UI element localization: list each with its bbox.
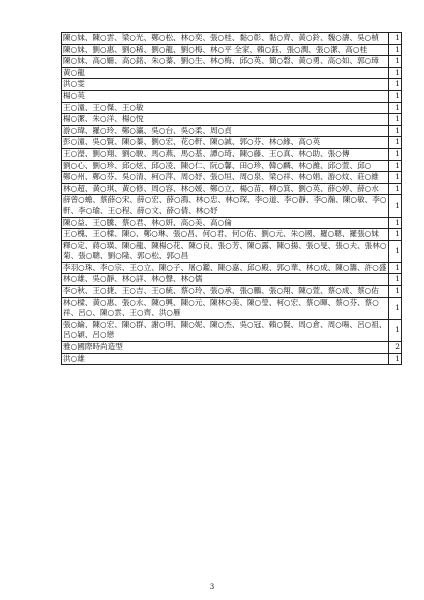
names-cell: 李羽○珠、李○宗、王○立、陳○子、屠○鑑、陳○嘉、邱○殿、郭○華、林○成、陳○籌、許○盛 <box>62 262 389 274</box>
names-cell: 王○潼、王○傑、王○敏 <box>62 102 389 114</box>
names-cell: 楊○英 <box>62 90 389 102</box>
table-row <box>62 342 402 354</box>
table-row <box>62 319 402 341</box>
names-cell: 李○秋、王○捷、王○吉、王○統、蔡○玲、張○承、張○鵬、張○翔、陳○萱、蔡○成、蔡○佑 <box>62 286 389 298</box>
table-row <box>62 67 402 79</box>
names-cell: 王○瀅、劉○翔、劉○駿、馬○燕、馬○基、譚○琦、陳○藤、王○真、林○助、張○傳 <box>62 148 389 160</box>
table-row <box>62 262 402 274</box>
table-row <box>62 79 402 91</box>
names-cell: 陳○妹、高○姍、高○銘、朱○蓁、劉○生、林○梅、邱○英、簡○磬、黃○勇、高○如、郭○璋 <box>62 56 389 68</box>
count-cell: 1 <box>389 195 402 217</box>
count-cell: 1 <box>389 67 402 79</box>
table-row <box>62 353 402 365</box>
count-cell: 1 <box>389 102 402 114</box>
names-cell: 黃○龍 <box>62 67 389 79</box>
count-cell: 1 <box>389 262 402 274</box>
count-cell: 1 <box>389 114 402 126</box>
table-row <box>62 114 402 126</box>
table-row <box>62 240 402 262</box>
names-cell: 張○綸、陳○宏、陳○群、謝○明、陳○妮、陳○杰、吳○冠、賴○賢、周○倉、周○暘、呂○祖、呂○穎、呂○戀 <box>62 319 389 341</box>
table-row <box>62 102 402 114</box>
count-cell: 1 <box>389 297 402 319</box>
names-cell: 彭○潼、吳○賢、陳○蓁、劉○宏、花○軒、陳○誠、郭○芬、林○緣、高○英 <box>62 137 389 149</box>
count-cell: 1 <box>389 148 402 160</box>
names-cell: 林○雄、吳○靜、林○詳、林○聲、林○儒 <box>62 274 389 286</box>
names-cell: 洪○雄 <box>62 353 389 365</box>
table-row <box>62 125 402 137</box>
count-cell: 1 <box>389 44 402 56</box>
document-page <box>61 32 399 365</box>
table-row <box>62 90 402 102</box>
names-cell: 雅○國際時尚造型 <box>62 342 389 354</box>
names-cell: 陳○妹、劉○惠、劉○稀、劉○龍、劉○梅、林○平 全家、賴○鈺、張○潤、張○潔、高○桂 <box>62 44 389 56</box>
count-cell: 1 <box>389 274 402 286</box>
count-cell: 1 <box>389 172 402 184</box>
table-row <box>62 183 402 195</box>
count-cell: 1 <box>389 33 402 45</box>
count-cell: 1 <box>389 229 402 241</box>
table-row <box>62 137 402 149</box>
table-row <box>62 274 402 286</box>
donor-name-table-body <box>62 33 402 365</box>
count-cell: 1 <box>389 90 402 102</box>
count-cell: 2 <box>389 342 402 354</box>
count-cell: 1 <box>389 79 402 91</box>
table-row <box>62 148 402 160</box>
names-cell: 陳○益、王○騰、蔡○君、林○妍、高○美、高○倫 <box>62 217 389 229</box>
names-cell: 劉○心、劉○珍、邱○炫、邱○凌、陳○仁、阮○馨、田○珍、韓○麟、林○濰、邱○萱、邱○ <box>62 160 389 172</box>
table-row <box>62 44 402 56</box>
names-cell: 楊○潔、朱○洋、楊○悅 <box>62 114 389 126</box>
count-cell: 1 <box>389 286 402 298</box>
names-cell: 薛曾○蟾、蔡薛○宋、薛○宏、薛○鴻、林○忠、林○琛、李○道、李○靜、李○瀚、陳○敏、李○軒、李○瑜、王○程、薛○文、薛○倩、林○妤 <box>62 195 389 217</box>
count-cell: 1 <box>389 240 402 262</box>
table-row <box>62 297 402 319</box>
table-row <box>62 56 402 68</box>
table-row <box>62 217 402 229</box>
count-cell: 1 <box>389 56 402 68</box>
names-cell: 陳○妹、陳○雲、梁○光、鄭○松、林○奕、張○桂、黏○彰、黏○齊、黃○鈴、魏○濤、吳○楨 <box>62 33 389 45</box>
count-cell: 1 <box>389 183 402 195</box>
donor-name-table <box>61 32 402 365</box>
page-number: 3 <box>209 583 215 591</box>
names-cell: 鄭○州、鄭○芬、吳○清、柯○萍、周○妤、張○垣、周○泉、梁○祥、林○娟、游○炆、莊○維 <box>62 172 389 184</box>
names-cell: 林○樑、黃○惠、張○永、陳○興、陳○元、陳林○美、陳○瑩、柯○宏、蔡○暉、蔡○芬、蔡○祥、呂○、陳○雲、王○齊、洪○雁 <box>62 297 389 319</box>
table-row <box>62 160 402 172</box>
names-cell: 釋○定、蔣○璜、陳○龍、陳楊○花、陳○良、張○芳、陳○露、陳○揚、張○旻、張○夫、張林○菊、張○聰、劉○隆、郭○松、郭○昌 <box>62 240 389 262</box>
names-cell: 游○瑋、羅○玲、鄭○瀛、吳○台、吳○柔、周○貞 <box>62 125 389 137</box>
table-row <box>62 195 402 217</box>
count-cell: 1 <box>389 160 402 172</box>
names-cell: 洪○雯 <box>62 79 389 91</box>
count-cell: 1 <box>389 137 402 149</box>
count-cell: 1 <box>389 217 402 229</box>
count-cell: 1 <box>389 353 402 365</box>
table-row <box>62 33 402 45</box>
count-cell: 1 <box>389 319 402 341</box>
names-cell: 林○超、黃○琪、黃○修、周○容、林○媛、鄭○立、楊○苗、柳○箕、劉○英、薛○婷、薛○水 <box>62 183 389 195</box>
names-cell: 王○槐、王○樑、陳○、鄭○琳、張○昌、何○君、何○佑、劉○元、朱○國、羅○聰、羅張○妹 <box>62 229 389 241</box>
table-row <box>62 229 402 241</box>
count-cell: 1 <box>389 125 402 137</box>
table-row <box>62 172 402 184</box>
table-row <box>62 286 402 298</box>
